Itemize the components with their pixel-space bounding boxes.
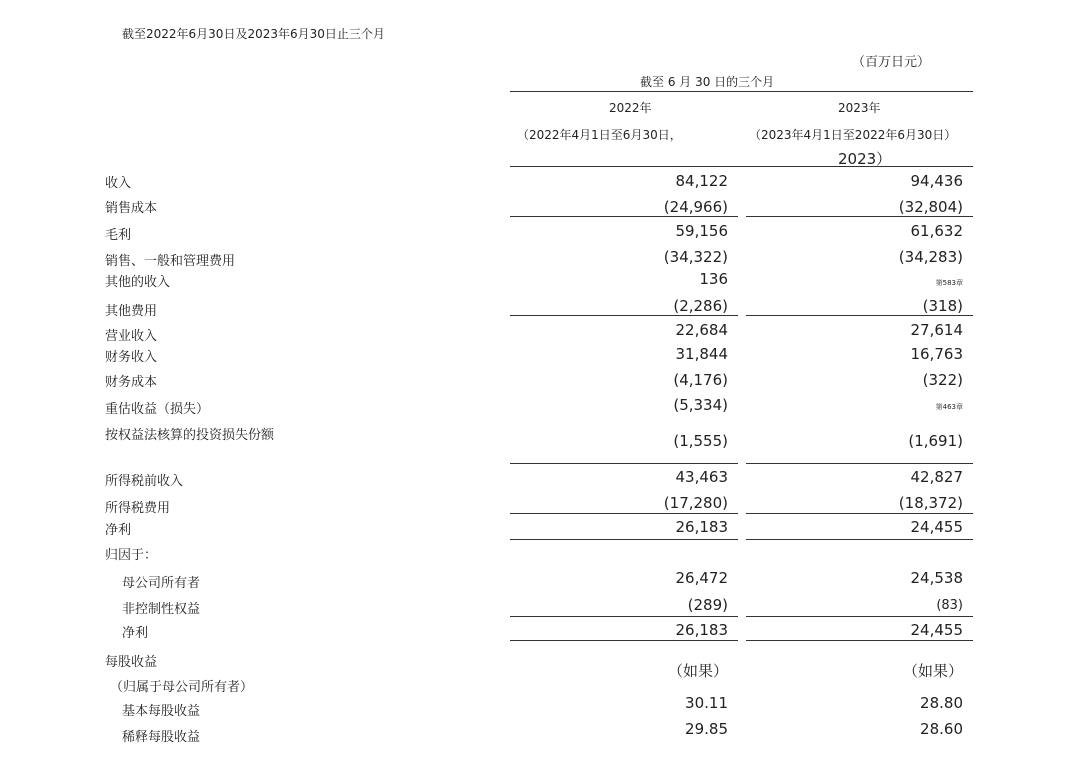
- row-finance-cost-label: 财务成本: [105, 375, 158, 390]
- row-basic-eps-v2: 28.80: [920, 694, 963, 712]
- row-nci-v2: (83): [936, 598, 963, 613]
- row-operating-label: 营业收入: [105, 329, 158, 344]
- row-revenue-v1: 84,122: [675, 172, 728, 190]
- row-revaluation-v1: (5,334): [673, 396, 728, 414]
- row-eps-label: 每股收益: [105, 655, 158, 670]
- row-finance-cost-v2: (322): [922, 371, 963, 389]
- rule-equity-2: [746, 463, 973, 464]
- row-sga-v1: (34,322): [663, 248, 728, 266]
- row-revaluation-label: 重估收益（损失）: [105, 402, 210, 417]
- row-net2-v2: 24,455: [910, 621, 963, 639]
- row-pretax-label: 所得税前收入: [105, 474, 184, 489]
- header-rule: [510, 91, 973, 92]
- rule-cost-2: [746, 216, 973, 217]
- rule-equity-1: [510, 463, 738, 464]
- row-operating-v2: 27,614: [910, 321, 963, 339]
- rule-net2-2: [746, 640, 973, 641]
- unit-label: （百万日元）: [852, 55, 931, 70]
- col-header-rule: [510, 166, 973, 167]
- row-other-expense-v2: (318): [922, 297, 963, 315]
- row-finance-cost-v1: (4,176): [673, 371, 728, 389]
- row-net-v1: 26,183: [675, 518, 728, 536]
- row-basic-eps-v1: 30.11: [685, 694, 728, 712]
- row-pretax-v2: 42,827: [910, 468, 963, 486]
- row-finance-income-v2: 16,763: [910, 345, 963, 363]
- rule-tax-2: [746, 513, 973, 514]
- row-gross-v1: 59,156: [675, 222, 728, 240]
- row-gross-label: 毛利: [105, 228, 132, 243]
- row-tax-label: 所得税费用: [105, 501, 171, 516]
- row-equity-label: 按权益法核算的投资损失份额: [105, 428, 275, 443]
- rule-nci-2: [746, 616, 973, 617]
- row-eps-v2: （如果）: [902, 662, 963, 680]
- rule-net2-1: [510, 640, 738, 641]
- row-operating-v1: 22,684: [675, 321, 728, 339]
- row-sga-label: 销售、一般和管理费用: [105, 254, 236, 269]
- rule-tax-1: [510, 513, 738, 514]
- row-gross-v2: 61,632: [910, 222, 963, 240]
- row-revenue-v2: 94,436: [910, 172, 963, 190]
- row-finance-income-label: 财务收入: [105, 350, 158, 365]
- row-tax-v1: (17,280): [663, 494, 728, 512]
- col2-range-cont: 2023）: [838, 150, 892, 168]
- row-eps-sub-label: （归属于母公司所有者）: [110, 680, 254, 695]
- rule-net-1: [510, 539, 738, 540]
- rule-cost-1: [510, 216, 738, 217]
- row-net-label: 净利: [105, 523, 132, 538]
- row-eps-v1: （如果）: [667, 662, 728, 680]
- row-attributable-label: 归因于：: [105, 548, 158, 563]
- row-diluted-eps-label: 稀释每股收益: [122, 730, 201, 745]
- row-other-expense-label: 其他费用: [105, 304, 158, 319]
- row-other-income-v2: 第583章: [935, 279, 963, 287]
- header-span: 截至 6 月 30 日的三个月: [640, 75, 775, 89]
- row-basic-eps-label: 基本每股收益: [122, 704, 201, 719]
- row-finance-income-v1: 31,844: [675, 345, 728, 363]
- row-equity-v1: (1,555): [673, 432, 728, 450]
- row-cost-label: 销售成本: [105, 201, 158, 216]
- row-net-v2: 24,455: [910, 518, 963, 536]
- row-other-income-label: 其他的收入: [105, 275, 171, 290]
- row-diluted-eps-v2: 28.60: [920, 720, 963, 738]
- period-title: 截至2022年6月30日及2023年6月30日止三个月: [122, 27, 385, 41]
- row-nci-label: 非控制性权益: [122, 602, 201, 617]
- row-other-expense-v1: (2,286): [673, 297, 728, 315]
- row-cost-v1: (24,966): [663, 198, 728, 216]
- rule-nci-1: [510, 616, 738, 617]
- rule-other-1: [510, 315, 738, 316]
- row-other-income-v1: 136: [699, 270, 728, 288]
- col1-range: （2022年4月1日至6月30日，: [517, 128, 682, 142]
- row-owners-label: 母公司所有者: [122, 576, 201, 591]
- rule-other-2: [746, 315, 973, 316]
- row-pretax-v1: 43,463: [675, 468, 728, 486]
- row-diluted-eps-v1: 29.85: [685, 720, 728, 738]
- row-owners-v1: 26,472: [675, 569, 728, 587]
- row-equity-v2: (1,691): [908, 432, 963, 450]
- row-sga-v2: (34,283): [898, 248, 963, 266]
- row-revenue-label: 收入: [105, 176, 132, 191]
- col2-year: 2023年: [838, 101, 881, 115]
- rule-net-2: [746, 539, 973, 540]
- col2-range: （2023年4月1日至2022年6月30日）: [749, 128, 957, 142]
- row-revaluation-v2: 第463章: [935, 403, 963, 411]
- row-owners-v2: 24,538: [910, 569, 963, 587]
- row-tax-v2: (18,372): [898, 494, 963, 512]
- row-cost-v2: (32,804): [898, 198, 963, 216]
- row-net2-label: 净利: [122, 626, 149, 641]
- row-net2-v1: 26,183: [675, 621, 728, 639]
- col1-year: 2022年: [609, 101, 652, 115]
- row-nci-v1: (289): [687, 596, 728, 614]
